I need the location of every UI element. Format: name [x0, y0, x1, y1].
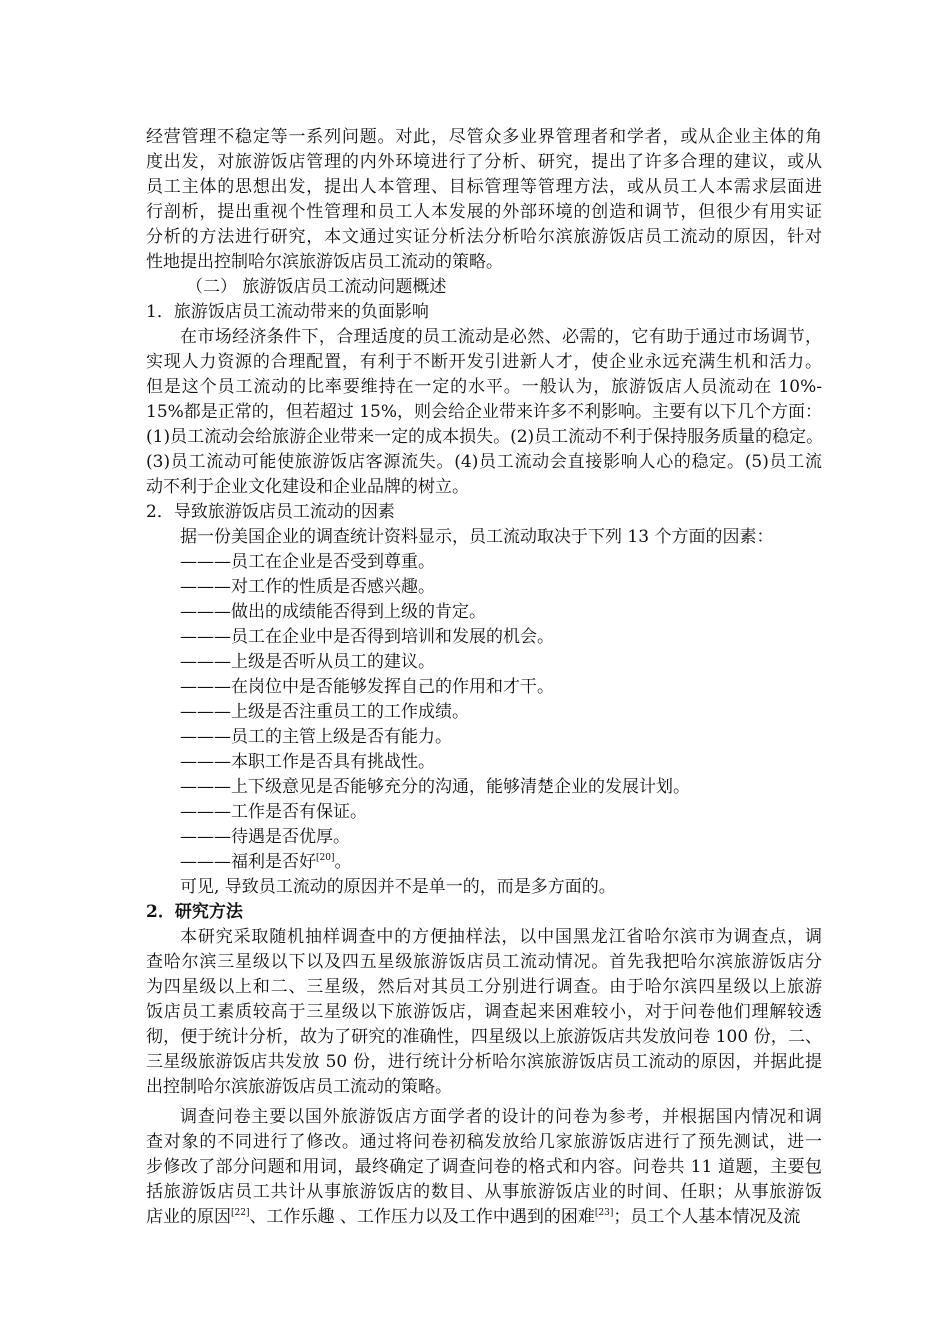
list-item-text: ———福利是否好	[180, 852, 316, 872]
paragraph-line: 查哈尔滨三星级以下以及四五星级旅游饭店员工流动情况。首先我把哈尔滨旅游饭店分	[146, 952, 822, 972]
citation-ref: [23]	[594, 1208, 614, 1218]
paragraph-line: (3)员工流动可能使旅游饭店客源流失。(4)员工流动会直接影响人心的稳定。(5)员工流	[146, 452, 822, 472]
paragraph-line: 15%都是正常的，但若超过 15%，则会给企业带来许多不利影响。主要有以下几个方面：	[146, 402, 822, 422]
list-item: ———本职工作是否具有挑战性。	[180, 752, 435, 772]
paragraph-line	[146, 1205, 822, 1229]
paragraph-line: 为四星级以上和二、三星级，然后对其员工分别进行调查。由于哈尔滨四星级以上旅游	[146, 977, 822, 997]
paragraph-line: 据一份美国企业的调查统计资料显示，员工流动取决于下列 13 个方面的因素：	[180, 527, 774, 547]
list-item: ———在岗位中是否能够发挥自己的作用和才干。	[180, 677, 554, 697]
list-item: ———员工的主管上级是否有能力。	[180, 727, 452, 747]
list-item	[180, 850, 351, 874]
list-item: ———对工作的性质是否感兴趣。	[180, 577, 435, 597]
paragraph-line: 动不利于企业文化建设和企业品牌的树立。	[146, 477, 469, 497]
paragraph-line: 查对象的不同进行了修改。通过将问卷初稿发放给几家旅游饭店进行了预先测试，进一	[146, 1132, 822, 1152]
citation-ref: [22]	[231, 1208, 250, 1218]
list-item: ———员工在企业中是否得到培训和发展的机会。	[180, 627, 554, 647]
paragraph-line: 三星级旅游饭店共发放 50 份，进行统计分析哈尔滨旅游饭店员工流动的原因，并据此提	[146, 1052, 822, 1072]
list-item: ———工作是否有保证。	[180, 802, 367, 822]
paragraph-line: 本研究采取随机抽样调查中的方便抽样法，以中国黑龙江省哈尔滨市为调查点，调	[180, 927, 822, 947]
paragraph-line: 分析的方法进行研究，本文通过实证分析法分析哈尔滨旅游饭店员工流动的原因，针对	[146, 227, 822, 247]
paragraph-line: 性地提出控制哈尔滨旅游饭店员工流动的策略。	[146, 252, 503, 272]
list-item: ———上级是否注重员工的工作成绩。	[180, 702, 469, 722]
line-text: 店业的原因	[146, 1207, 231, 1227]
section-heading: （二） 旅游饭店员工流动问题概述	[186, 277, 447, 297]
paragraph-line: 实现人力资源的合理配置，有利于不断开发引进新人才，使企业永远充满生机和活力。	[146, 352, 822, 372]
paragraph-line: (1)员工流动会给旅游企业带来一定的成本损失。(2)员工流动不利于保持服务质量的稳定。	[146, 427, 824, 447]
paragraph-line: 行剖析，提出重视个性管理和员工人本发展的外部环境的创造和调节，但很少有用实证	[146, 202, 822, 222]
list-item: ———做出的成绩能否得到上级的肯定。	[180, 602, 486, 622]
section-heading: 2．研究方法	[146, 902, 243, 922]
period: 。	[334, 852, 352, 872]
paragraph-line: 出控制哈尔滨旅游饭店员工流动的策略。	[146, 1077, 452, 1097]
paragraph-line: 彻，便于统计分析，故为了研究的准确性，四星级以上旅游饭店共发放问卷 100 份，二、	[146, 1027, 822, 1047]
paragraph-line: 在市场经济条件下，合理适度的员工流动是必然、必需的，它有助于通过市场调节，	[180, 327, 822, 347]
line-text: 、工作乐趣 、工作压力以及工作中遇到的困难	[249, 1207, 595, 1227]
line-text: ；员工个人基本情况及流	[613, 1207, 801, 1227]
list-item: ———上级是否听从员工的建议。	[180, 652, 435, 672]
paragraph-line: 可见, 导致员工流动的原因并不是单一的，而是多方面的。	[180, 877, 616, 897]
paragraph-line: 度出发，对旅游饭店管理的内外环境进行了分析、研究，提出了许多合理的建议，或从	[146, 152, 822, 172]
paragraph-line: 员工主体的思想出发，提出人本管理、目标管理等管理方法，或从员工人本需求层面进	[146, 177, 822, 197]
paragraph-line: 步修改了部分问题和用词，最终确定了调查问卷的格式和内容。问卷共 11 道题，主要包	[146, 1157, 822, 1177]
paragraph-line: 调查问卷主要以国外旅游饭店方面学者的设计的问卷为参考，并根据国内情况和调	[180, 1107, 822, 1127]
list-item: ———待遇是否优厚。	[180, 827, 350, 847]
citation-ref: [20]	[316, 853, 335, 863]
paragraph-line: 括旅游饭店员工共计从事旅游饭店的数目、从事旅游饭店业的时间、任职；从事旅游饭	[146, 1182, 822, 1202]
paragraph-line: 但是这个员工流动的比率要维持在一定的水平。一般认为，旅游饭店人员流动在 10%-	[146, 377, 822, 397]
list-item: ———上下级意见是否能够充分的沟通，能够清楚企业的发展计划。	[180, 777, 690, 797]
list-item: ———员工在企业是否受到尊重。	[180, 552, 435, 572]
subsection-heading: 2．导致旅游饭店员工流动的因素	[146, 502, 395, 522]
subsection-heading: 1．旅游饭店员工流动带来的负面影响	[146, 302, 429, 322]
paragraph-line: 饭店员工素质较高于三星级以下旅游饭店，调查起来困难较小，对于问卷他们理解较透	[146, 1002, 822, 1022]
paragraph-line: 经营管理不稳定等一系列问题。对此，尽管众多业界管理者和学者，或从企业主体的角	[146, 127, 822, 147]
